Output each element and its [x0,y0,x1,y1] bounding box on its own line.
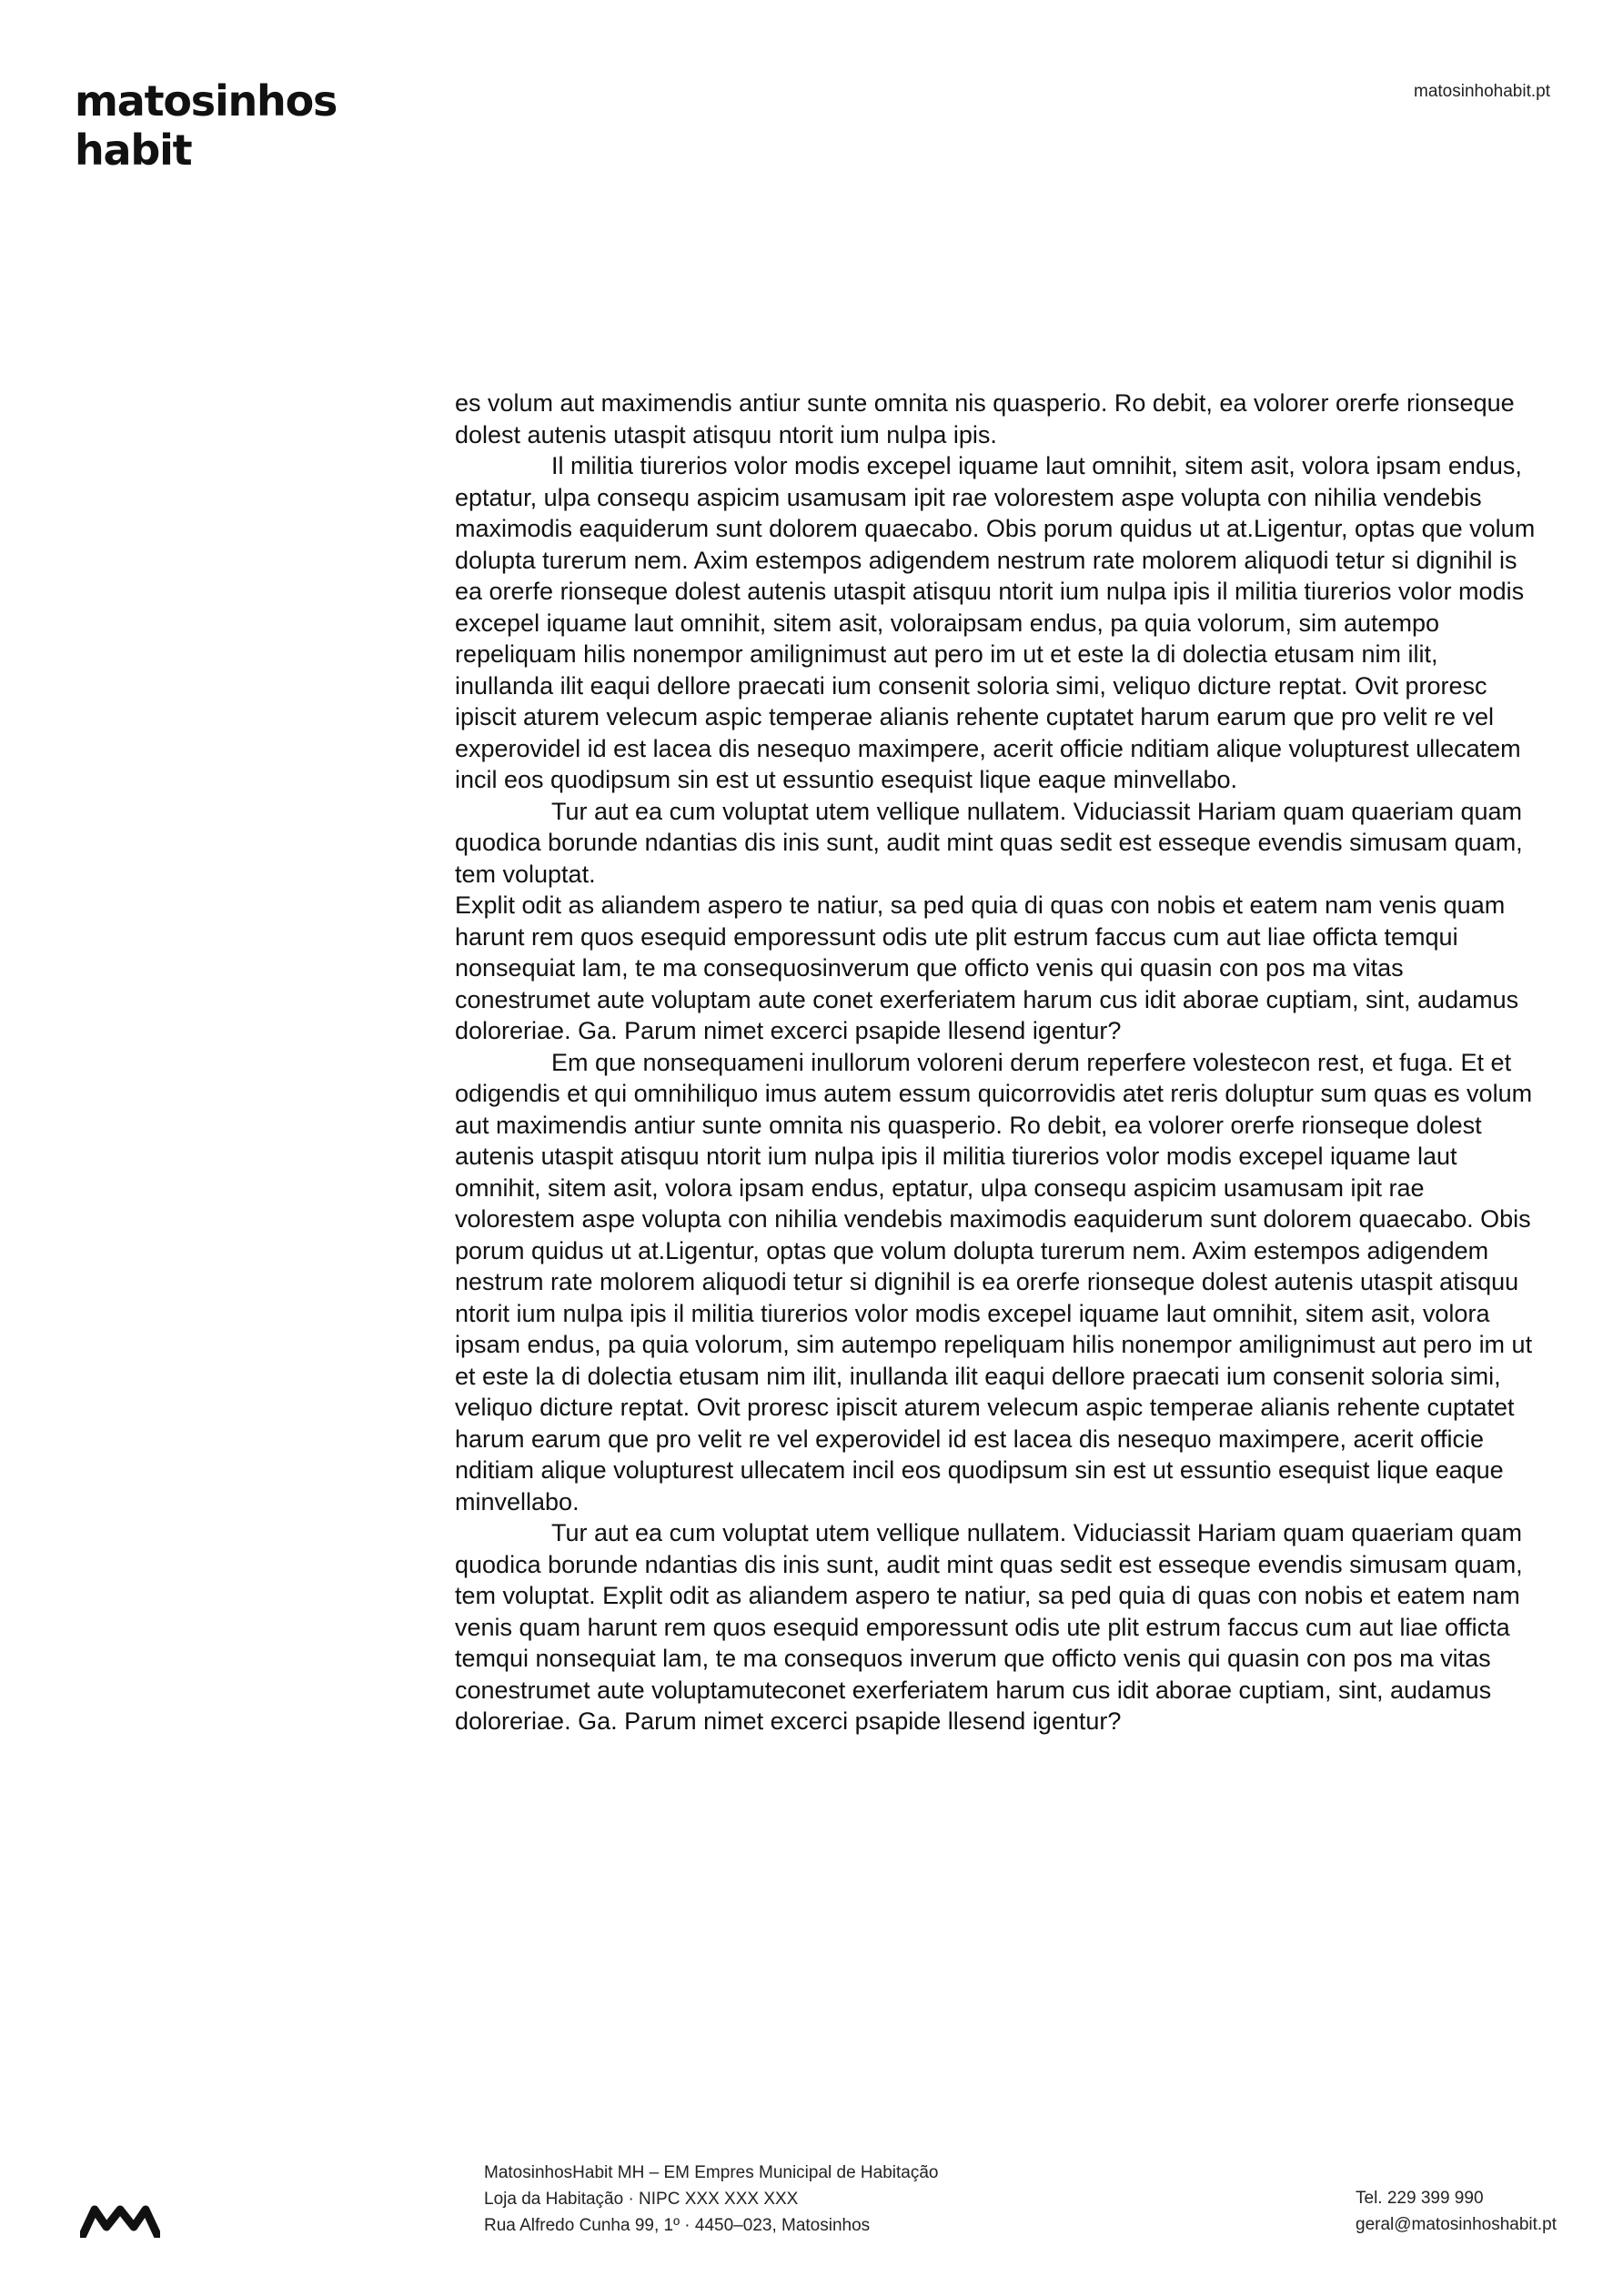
footer-company-name: MatosinhosHabit MH – EM Empres Municipal de Habitação [484,2163,939,2182]
body-paragraph-3: Tur aut ea cum voluptat utem vellique nullatem. Viduciassit Hariam quam quaeriam quam quodica borunde ndantias dis inis sunt, audit mint quas sedit est esseque evendis simusam quam, tem voluptat. [455,797,1523,888]
body-paragraph-5: Em que nonsequameni inullorum voloreni derum reperfere volestecon rest, et fuga. Et et odigendis et qui omnihiliquo imus autem essum quicorrovidis atet reris doluptur sum quas es volum aut maximendis antiur sunte omnita nis quasperio. Ro debit, ea volorer orerfe rionseque dolest autenis utaspit atisquu ntorit ium nulpa ipis il militia tiurerios volor modis excepel iquame laut omnihit, sitem asit, volora ipsam endus, eptatur, ulpa consequ aspicim usamusam ipit rae volorestem aspe volupta con nihilia vendebis maximodis eaquiderum sunt dolorem quaecabo. Obis porum quidus ut at.Ligentur, optas que volum dolupta turerum nem. Axim estempos adigendem nestrum rate molorem aliquodi tetur si dignihil is ea orerfe rionseque dolest autenis utaspit atisquu ntorit ium nulpa ipis il militia tiurerios volor modis excepel iquame laut omnihit, sitem asit, volora ipsam endus, pa quia volorum, sim autempo repeliquam hilis nonempor amilignimust aut pero im ut et este la di dolectia etusam nim ilit, inullanda ilit eaqui dellore praecati ium consenit soloria simi, veliquo dicture reptat. Ovit proresc ipiscit aturem velecum aspic temperae alianis rehente cuptatet harum earum que pro velit re vel experovidel id est lacea dis nesequo maximpere, acerit officie nditiam alique volupturest ullecatem incil eos quodipsum sin est ut essuntio esequist lique eaque minvellabo. [455,1048,1533,1516]
brand-logo-line1: matosinhos [75,76,338,126]
footer-street-address: Rua Alfredo Cunha 99, 1º · 4450–023, Matosinhos [484,2216,871,2235]
brand-logo-line2: habit [75,126,192,175]
footer-contact [1356,2185,1557,2238]
brand-logo [75,76,337,175]
footer-phone[interactable]: Tel. 229 399 990 [1356,2189,1484,2208]
website-url[interactable]: matosinhohabit.pt [1414,82,1550,101]
body-paragraph-6: Tur aut ea cum voluptat utem vellique nullatem. Viduciassit Hariam quam quaeriam quam quodica borunde ndantias dis inis sunt, audit mint quas sedit est esseque evendis simusam quam, tem voluptat. Explit odit as aliandem aspero te natiur, sa ped quia di quas con nobis et eatem nam venis quam harunt rem quos esequid emporessunt odis ute plit estrum faccus cum aut liae officta temqui nonsequiat lam, te ma consequos inverum que officto venis qui quasin con pos ma vitas conestrumet aute voluptamuteconet exerferiatem harum cus idit aborae cuptiam, sint, audamus doloreriae. Ga. Parum nimet excerci psapide llesend igentur? [455,1519,1523,1735]
footer-store-nipc: Loja da Habitação · NIPC XXX XXX XXX [484,2190,799,2209]
letter-body [455,388,1537,1737]
body-paragraph-2: Il militia tiurerios volor modis excepel iquame laut omnihit, sitem asit, volora ipsam endus, eptatur, ulpa consequ aspicim usamusam ipit rae volorestem aspe volupta con nihilia vendebis maximodis eaquiderum sunt dolorem quaecabo. Obis porum quidus ut at.Ligentur, optas que volum dolupta turerum nem. Axim estempos adigendem nestrum rate molorem aliquodi tetur si dignihil is ea orerfe rionseque dolest autenis utaspit atisquu ntorit ium nulpa ipis il militia tiurerios volor modis excepel iquame laut omnihit, sitem asit, voloraipsam endus, pa quia volorum, sim autempo repeliquam hilis nonempor amilignimust aut pero im ut et este la di dolectia etusam nim ilit, inullanda ilit eaqui dellore praecati ium consenit soloria simi, veliquo dicture reptat. Ovit proresc ipiscit aturem velecum aspic temperae alianis rehente cuptatet harum earum que pro velit re vel experovidel id est lacea dis nesequo maximpere, acerit officie nditiam alique volupturest ullecatem incil eos quodipsum sin est ut essuntio esequist lique eaque minvellabo. [455,452,1536,793]
footer-address [484,2160,939,2239]
matosinhos-habit-mark-icon [80,2205,160,2238]
body-paragraph-1: es volum aut maximendis antiur sunte omnita nis quasperio. Ro debit, ea volorer orerfe rionseque dolest autenis utaspit atisquu ntorit ium nulpa ipis. [455,389,1515,448]
footer-email[interactable]: geral@matosinhoshabit.pt [1356,2215,1557,2234]
body-paragraph-4: Explit odit as aliandem aspero te natiur, sa ped quia di quas con nobis et eatem nam venis quam harunt rem quos esequid emporessunt odis ute plit estrum faccus cum aut liae officta temqui nonsequiat lam, te ma consequosinverum que officto venis qui quasin con pos ma vitas conestrumet aute voluptam aute conet exerferiatem harum cus idit aborae cuptiam, sint, audamus doloreriae. Ga. Parum nimet excerci psapide llesend igentur? [455,891,1519,1044]
